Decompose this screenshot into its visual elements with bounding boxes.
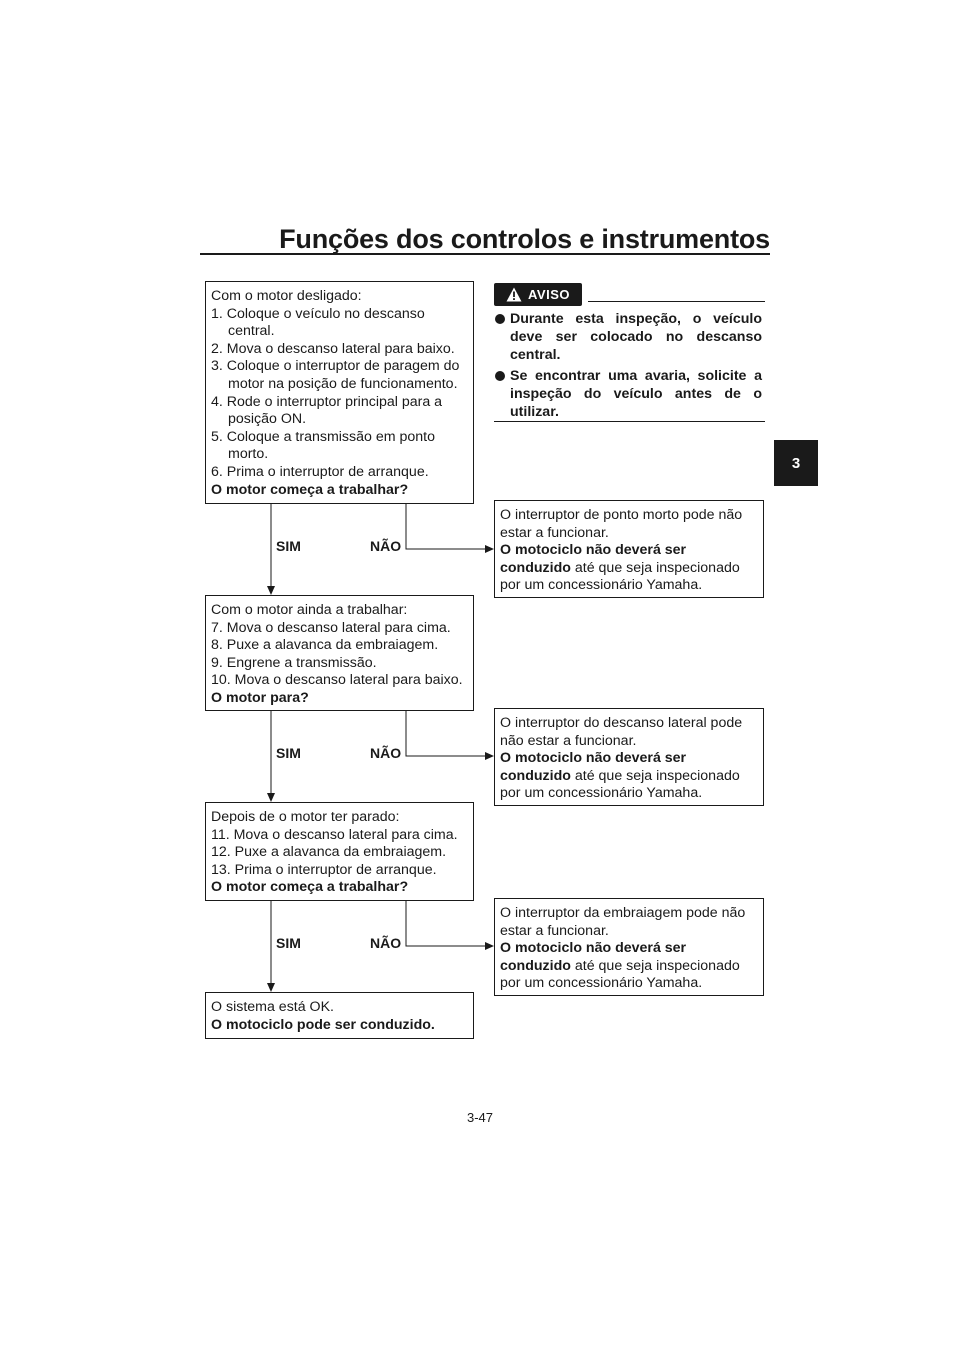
- warning-item-text: Durante esta inspeção, o veículo deve ser colocado no descanso central.: [510, 311, 762, 363]
- failure-box-clutch-switch: [494, 898, 764, 996]
- step-item: 1. Coloque o veículo no descanso central.: [211, 305, 425, 340]
- yes-label: SIM: [276, 745, 301, 761]
- failure-cause: O interruptor do descanso lateral pode não estar a funcionar.: [500, 715, 743, 749]
- warning-item: [494, 310, 762, 364]
- warning-triangle-icon: [506, 287, 522, 302]
- failure-warning: O motociclo não deverá ser conduzido: [500, 542, 687, 576]
- no-label: NÃO: [370, 538, 402, 554]
- step-item: 3. Coloque o interruptor de paragem do motor na posição de funcionamento.: [211, 358, 460, 392]
- yes-label: SIM: [276, 538, 301, 554]
- flow-step-1: [205, 281, 474, 504]
- arrowhead-down-3: [267, 983, 275, 992]
- step-intro: Com o motor desligado:: [211, 288, 362, 304]
- yes-label: SIM: [276, 935, 301, 951]
- step-item: 7. Mova o descanso lateral para cima.: [211, 619, 451, 636]
- step-question: O motor começa a trabalhar?: [211, 879, 409, 896]
- step-item: 4. Rode o interruptor principal para a posição ON.: [211, 393, 443, 428]
- warning-top-rule: [588, 301, 765, 302]
- step-item: 10. Mova o descanso lateral para baixo.: [211, 672, 463, 689]
- step-item: 9. Engrene a transmissão.: [211, 654, 377, 671]
- flow-step-2: [205, 595, 474, 711]
- step-item: 2. Mova o descanso lateral para baixo.: [211, 340, 455, 357]
- chapter-tab[interactable]: 3: [774, 440, 818, 486]
- warning-item-text: Se encontrar uma avaria, solicite a inspeção do veículo antes de o utilizar.: [510, 368, 762, 420]
- failure-action: até que seja inspecionado por um concessionário Yamaha.: [500, 767, 740, 802]
- step-item: 8. Puxe a alavanca da embraiagem.: [211, 637, 439, 654]
- step-item: 11. Mova o descanso lateral para cima.: [211, 826, 458, 843]
- flow-result-ok: [205, 992, 474, 1039]
- arrowhead-right-1: [485, 545, 494, 553]
- result-conclusion: O motociclo pode ser conduzido.: [211, 1016, 435, 1033]
- warning-badge: [494, 283, 582, 306]
- step-intro: Depois de o motor ter parado:: [211, 809, 400, 825]
- no-label: NÃO: [370, 745, 402, 761]
- failure-box-neutral-switch: [494, 500, 764, 598]
- step-item: 13. Prima o interruptor de arranque.: [211, 861, 437, 878]
- no-label: NÃO: [370, 935, 402, 951]
- flow-step-3: [205, 802, 474, 901]
- failure-box-sidestand-switch: [494, 708, 764, 806]
- page-title: Funções dos controlos e instrumentos: [279, 224, 770, 254]
- step-item: 6. Prima o interruptor de arranque.: [211, 463, 429, 480]
- step-question: O motor começa a trabalhar?: [211, 481, 409, 498]
- arrowhead-down-2: [267, 793, 275, 802]
- arrowhead-right-3: [485, 942, 494, 950]
- warning-item: [494, 367, 762, 421]
- page-number: 3-47: [466, 1110, 494, 1125]
- no-connector-3: [406, 901, 490, 946]
- no-connector-1: [406, 504, 490, 549]
- step-question: O motor para?: [211, 689, 309, 706]
- arrowhead-down-1: [267, 586, 275, 595]
- failure-action: até que seja inspecionado por um concessionário Yamaha.: [500, 957, 740, 992]
- bullet-icon: [495, 371, 505, 381]
- failure-warning: O motociclo não deverá ser conduzido: [500, 940, 687, 974]
- no-connector-2: [406, 711, 490, 756]
- step-item: 5. Coloque a transmissão em ponto morto.: [211, 428, 435, 463]
- failure-cause: O interruptor da embraiagem pode não estar a funcionar.: [500, 905, 746, 939]
- bullet-icon: [495, 314, 505, 324]
- arrowhead-right-2: [485, 752, 494, 760]
- result-status: O sistema está OK.: [211, 999, 334, 1015]
- failure-cause: O interruptor de ponto morto pode não estar a funcionar.: [500, 507, 743, 541]
- step-intro: Com o motor ainda a trabalhar:: [211, 602, 408, 618]
- failure-warning: O motociclo não deverá ser conduzido: [500, 750, 687, 784]
- failure-action: até que seja inspecionado por um concessionário Yamaha.: [500, 559, 740, 594]
- warning-bottom-rule: [494, 421, 765, 422]
- warning-list: [494, 310, 762, 424]
- warning-label: AVISO: [528, 287, 570, 302]
- step-item: 12. Puxe a alavanca da embraiagem.: [211, 844, 447, 861]
